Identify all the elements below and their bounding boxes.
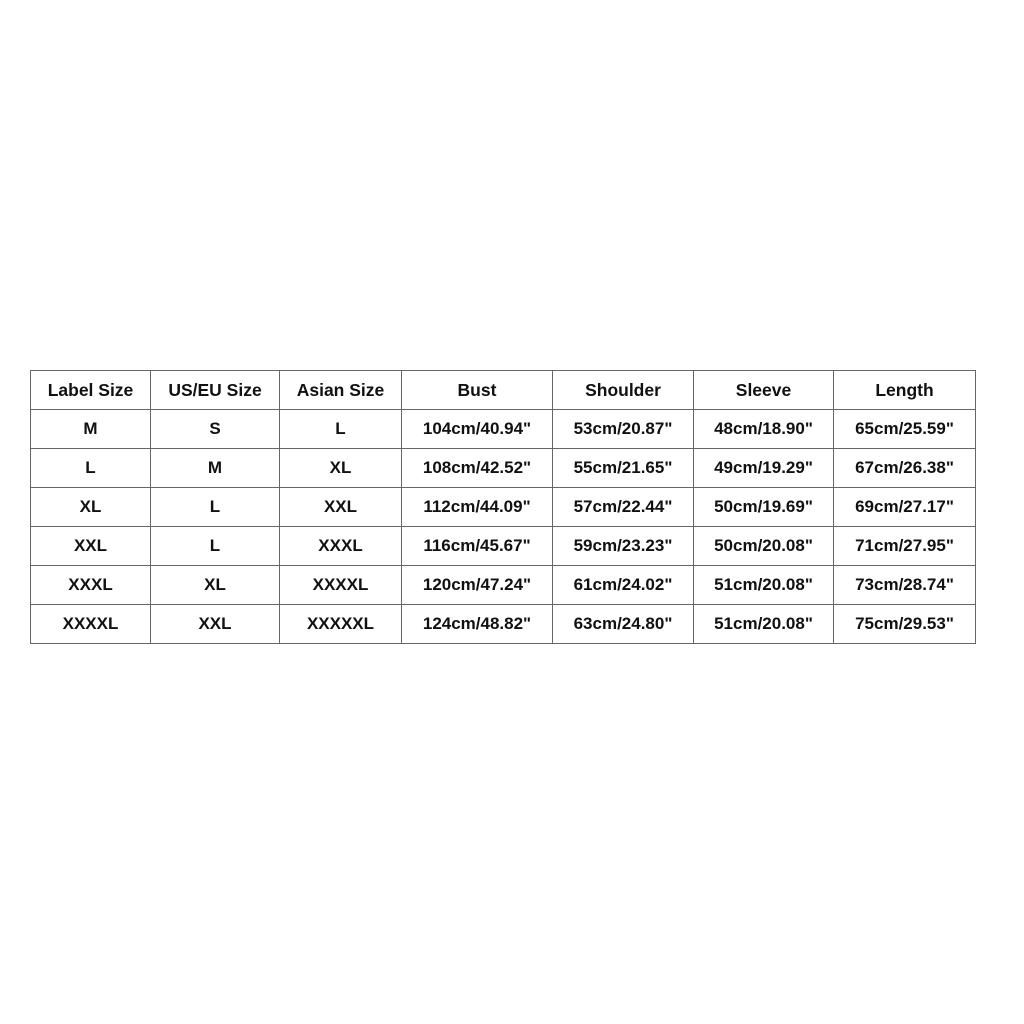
cell-us-eu-size: XL xyxy=(151,566,280,605)
cell-asian-size: XXXL xyxy=(280,527,402,566)
cell-asian-size: XXXXL xyxy=(280,566,402,605)
table-header-row xyxy=(31,371,976,410)
cell-us-eu-size: S xyxy=(151,410,280,449)
cell-asian-size: L xyxy=(280,410,402,449)
cell-length: 67cm/26.38" xyxy=(834,449,976,488)
cell-us-eu-size: M xyxy=(151,449,280,488)
header-asian-size: Asian Size xyxy=(280,371,402,410)
cell-sleeve: 51cm/20.08" xyxy=(694,566,834,605)
cell-sleeve: 48cm/18.90" xyxy=(694,410,834,449)
cell-bust: 120cm/47.24" xyxy=(402,566,553,605)
cell-us-eu-size: L xyxy=(151,488,280,527)
cell-shoulder: 61cm/24.02" xyxy=(553,566,694,605)
cell-shoulder: 53cm/20.87" xyxy=(553,410,694,449)
header-length: Length xyxy=(834,371,976,410)
table-row xyxy=(31,527,976,566)
cell-length: 75cm/29.53" xyxy=(834,605,976,644)
cell-label-size: XXXXL xyxy=(31,605,151,644)
table-row xyxy=(31,605,976,644)
cell-label-size: L xyxy=(31,449,151,488)
cell-bust: 108cm/42.52" xyxy=(402,449,553,488)
cell-asian-size: XXXXXL xyxy=(280,605,402,644)
cell-bust: 124cm/48.82" xyxy=(402,605,553,644)
cell-shoulder: 59cm/23.23" xyxy=(553,527,694,566)
header-shoulder: Shoulder xyxy=(553,371,694,410)
cell-shoulder: 55cm/21.65" xyxy=(553,449,694,488)
table-row xyxy=(31,488,976,527)
cell-length: 69cm/27.17" xyxy=(834,488,976,527)
header-label-size: Label Size xyxy=(31,371,151,410)
size-chart-table xyxy=(30,370,976,644)
cell-length: 65cm/25.59" xyxy=(834,410,976,449)
cell-sleeve: 51cm/20.08" xyxy=(694,605,834,644)
cell-asian-size: XL xyxy=(280,449,402,488)
cell-length: 73cm/28.74" xyxy=(834,566,976,605)
cell-sleeve: 50cm/19.69" xyxy=(694,488,834,527)
cell-label-size: XL xyxy=(31,488,151,527)
cell-bust: 112cm/44.09" xyxy=(402,488,553,527)
cell-sleeve: 49cm/19.29" xyxy=(694,449,834,488)
cell-label-size: M xyxy=(31,410,151,449)
cell-us-eu-size: L xyxy=(151,527,280,566)
cell-bust: 116cm/45.67" xyxy=(402,527,553,566)
cell-us-eu-size: XXL xyxy=(151,605,280,644)
cell-asian-size: XXL xyxy=(280,488,402,527)
cell-label-size: XXL xyxy=(31,527,151,566)
cell-length: 71cm/27.95" xyxy=(834,527,976,566)
header-sleeve: Sleeve xyxy=(694,371,834,410)
cell-bust: 104cm/40.94" xyxy=(402,410,553,449)
cell-sleeve: 50cm/20.08" xyxy=(694,527,834,566)
header-bust: Bust xyxy=(402,371,553,410)
cell-shoulder: 63cm/24.80" xyxy=(553,605,694,644)
table-row xyxy=(31,449,976,488)
table-row xyxy=(31,566,976,605)
cell-label-size: XXXL xyxy=(31,566,151,605)
table-row xyxy=(31,410,976,449)
cell-shoulder: 57cm/22.44" xyxy=(553,488,694,527)
header-us-eu-size: US/EU Size xyxy=(151,371,280,410)
